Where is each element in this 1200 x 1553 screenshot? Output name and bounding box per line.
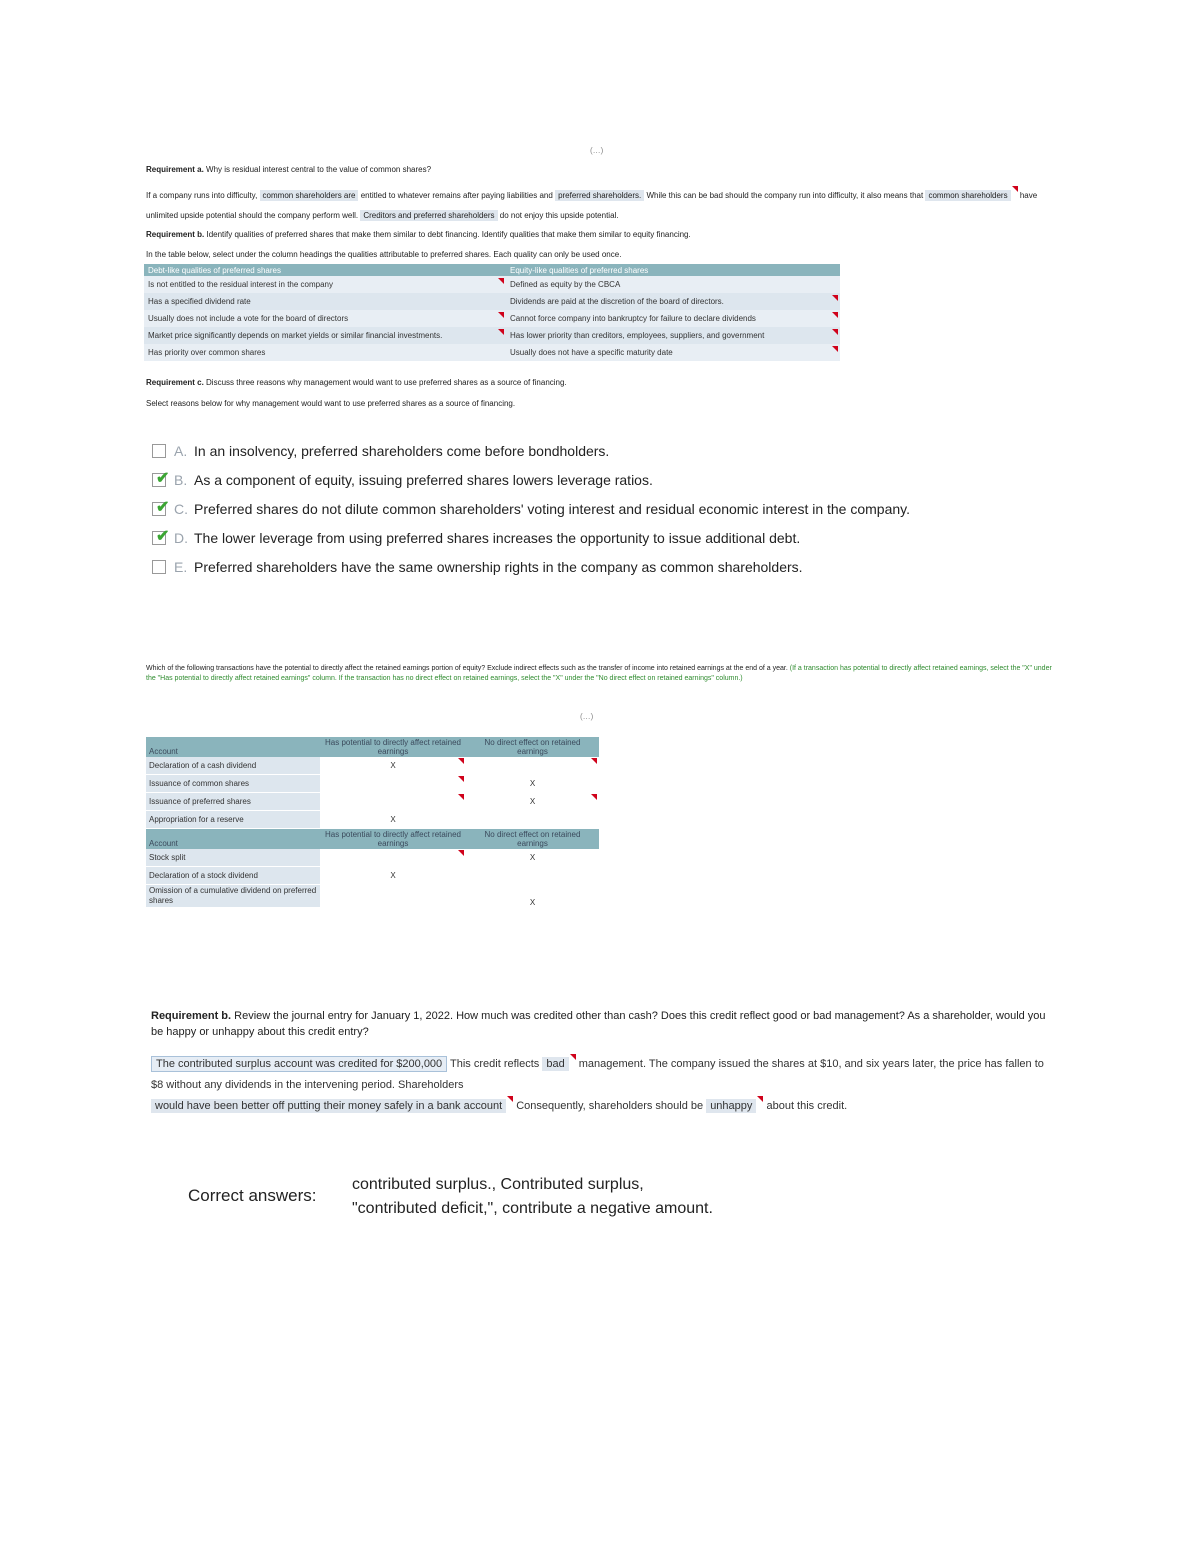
dropdown-marker-icon: [458, 850, 464, 856]
option-d[interactable]: ✔ D. The lower leverage from using preferred shares increases the opportunity to issue additional debt.: [152, 523, 1032, 552]
dropdown-marker-icon: [832, 312, 838, 318]
no-effect-cell[interactable]: X: [466, 885, 599, 908]
no-effect-cell[interactable]: X: [466, 849, 599, 867]
journal-answer: The contributed surplus account was credited for $200,000 This credit reflects bad management. The company issued the shares at $10, and six years later, the price has fallen to $8 without any dividends in the intervening period. Shareholders would have been better off putting their money safely in a bank account Consequently, shareholders should be unhappy about this credit.: [151, 1054, 1056, 1117]
fill-bank-account[interactable]: would have been better off putting their money safely in a bank account: [151, 1099, 506, 1113]
req-b-instruction: In the table below, select under the column headings the qualities attributable to preferred shares. Each quality can only be used once.: [146, 250, 622, 259]
equity-cell[interactable]: Usually does not have a specific maturity date: [506, 344, 840, 361]
checkmark-icon: ✔: [156, 527, 170, 545]
account-name: Declaration of a stock dividend: [146, 867, 320, 885]
dropdown-marker-icon: [832, 346, 838, 352]
account-name: Issuance of common shares: [146, 775, 320, 793]
no-effect-cell[interactable]: X: [466, 793, 599, 811]
dropdown-marker-icon: [507, 1096, 513, 1102]
checkmark-icon: ✔: [156, 469, 170, 487]
header-has-potential: Has potential to directly affect retained earnings: [320, 737, 466, 757]
header-account: Account: [146, 829, 320, 850]
transactions-question: Which of the following transactions have the potential to directly affect the retained earnings portion of equity? Exclude indirect effects such as the transfer of income into retained earnings at the end of a year. (If a transaction has potential to directly affect retained earnings, select the "X" under the "Has potential to directly affect retained earnings" column. If the transaction has no direct effect on retained earnings, select the "X" under the "No direct effect on retained earnings" column.): [146, 665, 1052, 682]
debt-cell[interactable]: Has a specified dividend rate: [144, 293, 506, 310]
dropdown-marker-icon: [1012, 186, 1018, 192]
dropdown-marker-icon: [832, 329, 838, 335]
header-debt-like: Debt-like qualities of preferred shares: [144, 264, 506, 276]
dropdown-marker-icon: [498, 312, 504, 318]
fill-creditors-preferred[interactable]: Creditors and preferred shareholders: [360, 210, 497, 221]
has-potential-cell[interactable]: [320, 775, 466, 793]
no-effect-cell[interactable]: X: [466, 775, 599, 793]
equity-cell[interactable]: Has lower priority than creditors, employees, suppliers, and government: [506, 327, 840, 344]
has-potential-cell[interactable]: [320, 885, 466, 908]
option-e[interactable]: E. Preferred shareholders have the same ownership rights in the company as common shareholders.: [152, 552, 1032, 581]
checkbox[interactable]: [152, 469, 170, 487]
debt-cell[interactable]: Market price significantly depends on market yields or similar financial investments.: [144, 327, 506, 344]
equity-cell[interactable]: Defined as equity by the CBCA: [506, 276, 840, 293]
dropdown-marker-icon: [458, 758, 464, 764]
retained-earnings-table-1: [146, 737, 599, 908]
equity-cell[interactable]: Dividends are paid at the discretion of the board of directors.: [506, 293, 840, 310]
has-potential-cell[interactable]: X: [320, 867, 466, 885]
has-potential-cell[interactable]: [320, 849, 466, 867]
option-a[interactable]: A. In an insolvency, preferred shareholders come before bondholders.: [152, 436, 1032, 465]
req-a-answer: If a company runs into difficulty, common shareholders are entitled to whatever remains after paying liabilities and preferred shareholders. While this can be bad should the company run into difficulty, it also means that common shareholders have unlimited upside potential should the company perform well. Creditors and preferred shareholders do not enjoy this upside potential.: [146, 186, 1056, 226]
checkbox[interactable]: [152, 498, 170, 516]
account-name: Declaration of a cash dividend: [146, 757, 320, 775]
has-potential-cell[interactable]: X: [320, 811, 466, 829]
no-effect-cell[interactable]: [466, 867, 599, 885]
req-c-heading: Requirement c. Discuss three reasons why management would want to use preferred shares as a source of financing.: [146, 378, 567, 387]
checkbox[interactable]: [152, 444, 166, 458]
journal-requirement: Requirement b. Review the journal entry for January 1, 2022. How much was credited other than cash? Does this credit reflect good or bad management? As a shareholder, would you be happy or unhappy about this credit entry?: [151, 1010, 1046, 1038]
checkbox[interactable]: [152, 560, 166, 574]
answer-input-box[interactable]: The contributed surplus account was credited for $200,000: [151, 1056, 447, 1072]
header-account: Account: [146, 737, 320, 757]
equity-cell[interactable]: Cannot force company into bankruptcy for failure to declare dividends: [506, 310, 840, 327]
dropdown-marker-icon: [591, 794, 597, 800]
nav-dots[interactable]: (…): [590, 146, 604, 155]
option-c[interactable]: ✔ C. Preferred shares do not dilute common shareholders' voting interest and residual economic interest in the company.: [152, 494, 1032, 523]
dropdown-marker-icon: [832, 295, 838, 301]
dropdown-marker-icon: [570, 1054, 576, 1060]
nav-dots[interactable]: (…): [580, 712, 594, 721]
fill-common-shareholders[interactable]: common shareholders: [925, 190, 1010, 201]
fill-preferred-shareholders[interactable]: preferred shareholders.: [555, 190, 644, 201]
reasons-list: [152, 436, 1032, 581]
account-name: Omission of a cumulative dividend on preferred shares: [146, 885, 320, 908]
debt-cell[interactable]: Has priority over common shares: [144, 344, 506, 361]
no-effect-cell[interactable]: [466, 757, 599, 775]
account-name: Appropriation for a reserve: [146, 811, 320, 829]
option-b[interactable]: ✔ B. As a component of equity, issuing preferred shares lowers leverage ratios.: [152, 465, 1032, 494]
debt-cell[interactable]: Is not entitled to the residual interest in the company: [144, 276, 506, 293]
header-no-direct-effect: No direct effect on retained earnings: [466, 737, 599, 757]
no-effect-cell[interactable]: [466, 811, 599, 829]
preferred-shares-qualities-table: [144, 264, 840, 361]
has-potential-cell[interactable]: [320, 793, 466, 811]
checkmark-icon: ✔: [156, 498, 170, 516]
has-potential-cell[interactable]: X: [320, 757, 466, 775]
req-c-instruction: Select reasons below for why management would want to use preferred shares as a source of financing.: [146, 399, 516, 408]
dropdown-marker-icon: [591, 758, 597, 764]
dropdown-marker-icon: [498, 329, 504, 335]
dropdown-marker-icon: [498, 278, 504, 284]
correct-answers-label: Correct answers:: [188, 1186, 317, 1205]
req-a-heading: Requirement a. Why is residual interest central to the value of common shares?: [146, 165, 432, 174]
dropdown-marker-icon: [757, 1096, 763, 1102]
account-name: Stock split: [146, 849, 320, 867]
req-b-heading: Requirement b. Identify qualities of preferred shares that make them similar to debt financing. Identify qualities that make them similar to equity financing.: [146, 230, 691, 239]
header-equity-like: Equity-like qualities of preferred shares: [506, 264, 840, 276]
debt-cell[interactable]: Usually does not include a vote for the board of directors: [144, 310, 506, 327]
correct-answers-text: contributed surplus., Contributed surplus, "contributed deficit,", contribute a negative amount.: [352, 1176, 713, 1217]
fill-bad[interactable]: bad: [542, 1057, 568, 1071]
header-has-potential: Has potential to directly affect retained earnings: [320, 829, 466, 850]
dropdown-marker-icon: [458, 794, 464, 800]
account-name: Issuance of preferred shares: [146, 793, 320, 811]
fill-unhappy[interactable]: unhappy: [706, 1099, 756, 1113]
fill-common-shareholders-are[interactable]: common shareholders are: [260, 190, 359, 201]
header-no-direct-effect: No direct effect on retained earnings: [466, 829, 599, 850]
checkbox[interactable]: [152, 527, 170, 545]
dropdown-marker-icon: [458, 776, 464, 782]
